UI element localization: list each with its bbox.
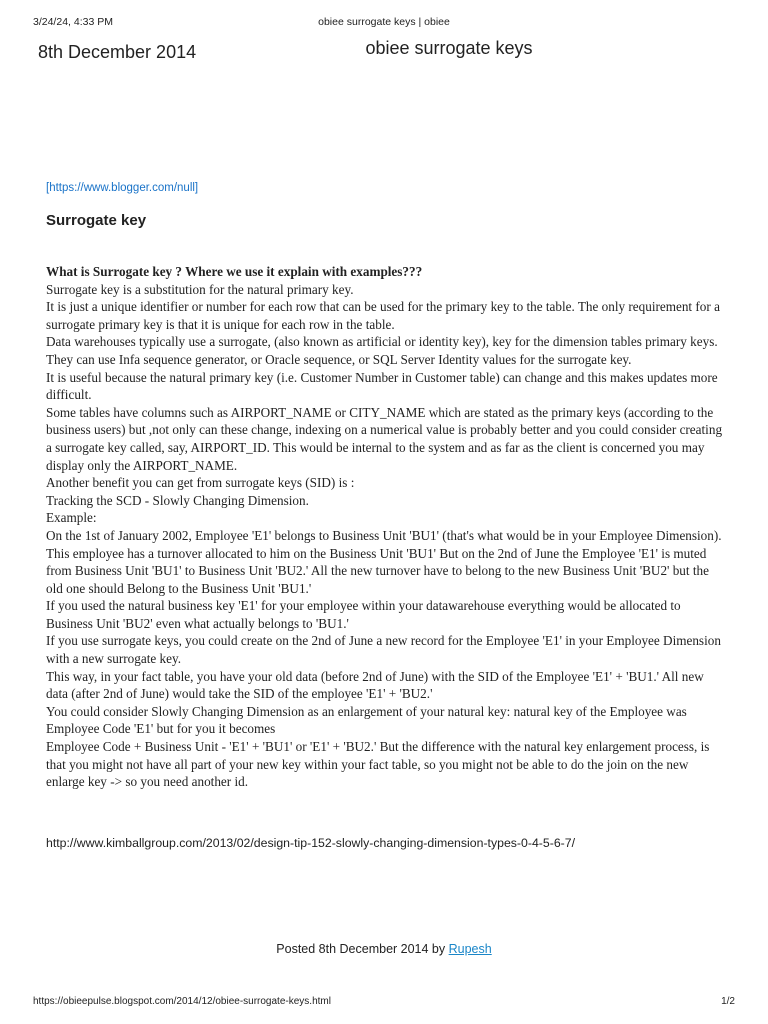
paragraph: Tracking the SCD - Slowly Changing Dimension. [46, 492, 309, 508]
blogger-link[interactable]: [https://www.blogger.com/null] [46, 182, 199, 194]
post-date: 8th December 2014 [38, 42, 197, 62]
paragraph: Some tables have columns such as AIRPORT_NAME or CITY_NAME which are stated as the primary keys (according to the business users) but ,not only can these change, indexing on a numerical value is probably better and you could consider creating a surrogate key called, say, AIRPORT_ID. This would be internal to the system and as far as the client is concerned you may display only the AIRPORT_NAME. [46, 404, 723, 473]
paragraph: This way, in your fact table, you have your old data (before 2nd of June) with the SID of the Employee 'E1' + 'BU1.' All new data (after 2nd of June) would take the SID of the employee 'E1' + 'BU2.' [46, 668, 704, 702]
reference-link[interactable]: http://www.kimballgroup.com/2013/02/design-tip-152-slowly-changing-dimension-types-0-4-5-6-7/ [46, 836, 576, 850]
print-timestamp: 3/24/24, 4:33 PM [33, 16, 113, 28]
paragraph: Data warehouses typically use a surrogate, (also known as artificial or identity key), key for the dimension tables primary keys. They can use Infa sequence generator, or Oracle sequence, or SQL Server Identity values for the surrogate key. [46, 334, 718, 367]
paragraph: Surrogate key is a substitution for the natural primary key. [46, 281, 354, 297]
posted-line [0, 942, 768, 956]
paragraph: If you used the natural business key 'E1' for your employee within your datawarehouse everything would be allocated to Business Unit 'BU2' even what actually belongs to 'BU1.' [46, 598, 681, 631]
paragraph: If you use surrogate keys, you could create on the 2nd of June a new record for the Employee 'E1' in your Employee Dimension with a new surrogate key. [46, 633, 721, 667]
print-header [33, 16, 735, 30]
post-title: obiee surrogate keys [365, 38, 533, 58]
posted-prefix: Posted 8th December 2014 by [276, 942, 446, 956]
print-footer [33, 996, 735, 1010]
paragraph: Employee Code + Business Unit - 'E1' + 'BU1' or 'E1' + 'BU2.' But the difference with the natural key enlargement process, is that you might not have all part of your new key within your fact table, so you might not be able to do the join on the new enlarge key -> so you need another id. [46, 739, 710, 790]
print-url: https://obieepulse.blogspot.com/2014/12/obiee-surrogate-keys.html [33, 996, 331, 1007]
print-page-title: obiee surrogate keys | obiee [318, 16, 450, 28]
question-heading: What is Surrogate key ? Where we use it explain with examples??? [46, 264, 423, 279]
paragraph: It is just a unique identifier or number for each row that can be used for the primary key to the table. The only requirement for a surrogate primary key is that it is unique for each row in the table. [46, 299, 720, 332]
author-link[interactable]: Rupesh [448, 942, 492, 956]
paragraph: You could consider Slowly Changing Dimension as an enlargement of your natural key: natural key of the Employee was Employee Code 'E1' but for you it becomes [46, 703, 687, 737]
section-heading: Surrogate key [46, 212, 147, 229]
paragraph: Example: [46, 510, 97, 526]
print-page-number: 1/2 [721, 996, 735, 1007]
paragraph: On the 1st of January 2002, Employee 'E1' belongs to Business Unit 'BU1' (that's what would be in your Employee Dimension). This employee has a turnover allocated to him on the Business Unit 'BU1' But on the 2nd of June the Employee 'E1' is muted from Business Unit 'BU1' to Business Unit 'BU2.' All the new turnover have to belong to the new Business Unit 'BU2' but the old one should Belong to the Business Unit 'BU1.' [46, 527, 722, 596]
paragraph: It is useful because the natural primary key (i.e. Customer Number in Customer table) can change and this makes updates more difficult. [46, 369, 718, 403]
paragraph: Another benefit you can get from surrogate keys (SID) is : [46, 475, 355, 491]
article-body [46, 263, 726, 791]
